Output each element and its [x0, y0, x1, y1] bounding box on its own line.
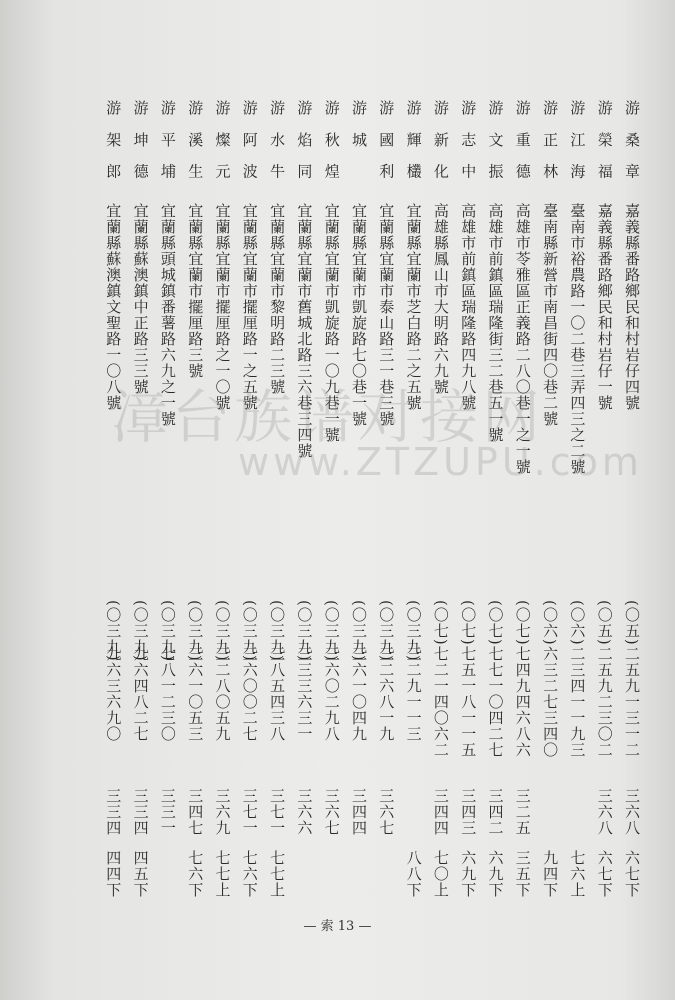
entry-phone: 三六〇二九八: [322, 646, 341, 742]
entry-address: 宜蘭縣宜蘭市擺厘路三號: [186, 203, 205, 379]
entry-address: 臺南縣新營市南昌街四〇巷二號: [541, 203, 560, 427]
entry-phone: 二五九一三一二: [623, 646, 641, 758]
entry-page-ref: 三五下: [513, 850, 532, 898]
entry-ref-number: 三六七: [377, 788, 396, 836]
entry-area-code: (〇三九): [240, 600, 259, 662]
entry-area-code: (〇三九): [350, 600, 368, 662]
entry-ref-number: 三六八: [595, 788, 614, 836]
entry-name: 游 桑 章: [623, 100, 641, 185]
entry-ref-number: 三七一: [268, 788, 287, 836]
entry-phone: 三二八〇五九: [213, 646, 232, 742]
entry-name: 游 榮 福: [595, 100, 614, 185]
entry-address: 嘉義縣番路鄉民和村岩仔一號: [595, 203, 614, 411]
entry-area-code: (〇五): [623, 600, 641, 646]
entry-name: 游 燦 元: [213, 100, 232, 185]
entry-ref-number: 三六九: [213, 788, 232, 836]
entry-page-ref: 七六上: [568, 850, 587, 898]
entry-address: 宜蘭縣宜蘭市芝白路二之五號: [404, 203, 423, 411]
entry-phone: 七七一〇四二七: [486, 646, 505, 758]
entry-page-ref: 四五下: [131, 850, 150, 898]
entry-area-code: (〇三九): [268, 600, 287, 662]
entry-name: 游 平 埔: [158, 100, 177, 185]
entry-address: 宜蘭縣蘇澳鎮中正路三三號: [131, 203, 150, 395]
entry-ref-number: 三四四: [431, 788, 450, 836]
entry-name: 游 焰 同: [295, 100, 314, 185]
entry-page-ref: 六九下: [459, 850, 478, 898]
entry-address: 高雄市前鎮區瑞隆街三二巷五一號: [486, 203, 505, 443]
entry-area-code: (〇三九): [404, 600, 423, 662]
entry-area-code: (〇三九): [377, 600, 396, 662]
entry-ref-number: 三四四: [350, 788, 368, 836]
entry-name: 游 重 德: [513, 100, 532, 185]
entry-phone: 三六一〇四九: [350, 646, 368, 742]
entry-area-code: (〇三九): [295, 600, 314, 662]
entry-phone: 七八一二三〇: [158, 646, 177, 742]
entry-area-code: (〇三九): [186, 600, 205, 662]
entry-phone: 三三三六三一: [295, 646, 314, 742]
entry-phone: 三八五四三八: [268, 646, 287, 742]
entry-area-code: (〇六): [541, 600, 560, 646]
entry-phone: 三六〇〇二七: [240, 646, 259, 742]
entry-ref-number: 三七一: [240, 788, 259, 836]
entry-page-ref: 六九下: [486, 850, 505, 898]
watermark-url: www.ZTZUPU.com: [238, 440, 643, 484]
entry-ref-number: 三三一: [158, 788, 177, 836]
entry-address: 臺南市裕農路一〇二巷三弄四三之二號: [568, 203, 587, 475]
entry-ref-number: 三四三: [459, 788, 478, 836]
entry-ref-number: 三六七: [322, 788, 341, 836]
entry-address: 宜蘭縣蘇澳鎮文聖路一〇八號: [104, 203, 123, 411]
entry-area-code: (〇三九): [131, 600, 150, 662]
watermark-text: 漳台族谱对接网: [110, 383, 545, 451]
entry-name: 游 架 郎: [104, 100, 123, 185]
entry-ref-number: 三四二: [486, 788, 505, 836]
entry-phone: 七五一八一一五: [459, 646, 478, 758]
entry-area-code: (〇七): [431, 600, 450, 646]
entry-name: 游 城: [350, 100, 368, 153]
entry-area-code: (〇六): [568, 600, 587, 646]
entry-ref-number: 三二五: [513, 788, 532, 836]
entry-address: 高雄市苓雅區正義路二八〇巷一之一號: [513, 203, 532, 475]
entry-address: 宜蘭縣頭城鎮番薯路六九之一號: [158, 203, 177, 427]
entry-address: 高雄縣鳳山市大明路六九號: [431, 203, 450, 395]
entry-area-code: (〇三九): [213, 600, 232, 662]
entry-name: 游 國 利: [377, 100, 396, 185]
entry-phone: 七二一四〇六二: [431, 646, 450, 758]
entry-phone: 二五九二三〇二: [595, 646, 614, 758]
entry-address: 宜蘭縣宜蘭市泰山路三一巷三號: [377, 203, 396, 427]
entry-address: 宜蘭縣宜蘭市擺厘路一之五號: [240, 203, 259, 411]
entry-address: 高雄市前鎮區瑞隆路四九八號: [459, 203, 478, 411]
entry-name: 游 阿 波: [240, 100, 259, 185]
entry-name: 游 新 化: [431, 100, 450, 185]
entry-page-ref: 六七下: [623, 850, 641, 898]
entry-name: 游 溪 生: [186, 100, 205, 185]
entry-phone: 九六四八二七: [131, 646, 150, 742]
page-number: — 索 13 —: [303, 919, 372, 934]
entry-area-code: (〇五): [595, 600, 614, 646]
entry-page-ref: 七六下: [186, 850, 205, 898]
entry-area-code: (〇三九): [104, 600, 123, 662]
entry-phone: 二三四一一九三: [568, 646, 587, 758]
entry-page-ref: 七七上: [213, 850, 232, 898]
entry-phone: 三六一〇五三: [186, 646, 205, 742]
entry-phone: 九六三六九〇: [104, 646, 123, 742]
entry-page-ref: 八八下: [404, 850, 423, 898]
entry-page-ref: 四四下: [104, 850, 123, 898]
entry-phone: 三二九一一三: [404, 646, 423, 742]
entry-page-ref: 九四下: [541, 850, 560, 898]
entry-name: 游 文 振: [486, 100, 505, 185]
entry-ref-number: 三六八: [623, 788, 641, 836]
entry-area-code: (〇七): [513, 600, 532, 646]
entry-address: 嘉義縣番路鄉民和村岩仔四號: [623, 203, 641, 411]
entry-address: 宜蘭縣宜蘭市擺厘路之一〇號: [213, 203, 232, 411]
entry-area-code: (〇七): [459, 600, 478, 646]
entry-area-code: (〇三九): [322, 600, 341, 662]
entry-name: 游 秋 煌: [322, 100, 341, 185]
entry-name: 游 志 中: [459, 100, 478, 185]
entry-address: 宜蘭縣宜蘭市凱旋路七〇巷一號: [350, 203, 368, 427]
entry-address: 宜蘭縣宜蘭市舊城北路三六巷三四號: [295, 203, 314, 459]
entry-ref-number: 三四七: [186, 788, 205, 836]
entry-name: 游 水 牛: [268, 100, 287, 185]
entry-ref-number: 三三四: [131, 788, 150, 836]
entry-page-ref: 七六下: [240, 850, 259, 898]
entry-name: 游 坤 德: [131, 100, 150, 185]
entry-phone: 七四九四六八六: [513, 646, 532, 758]
entry-page-ref: 七〇上: [431, 850, 450, 898]
entry-ref-number: 三六六: [295, 788, 314, 836]
entry-page-ref: 六七下: [595, 850, 614, 898]
entry-address: 宜蘭縣宜蘭市黎明路二三號: [268, 203, 287, 395]
entry-ref-number: 三三四: [104, 788, 123, 836]
entry-name: 游 正 林: [541, 100, 560, 185]
entry-address: 宜蘭縣宜蘭市凱旋路一〇九巷一號: [322, 203, 341, 443]
entry-phone: 三二六八一九: [377, 646, 396, 742]
entry-area-code: (〇七): [486, 600, 505, 646]
entry-name: 游 輝 欉: [404, 100, 423, 185]
entry-phone: 六三二七三四〇: [541, 646, 560, 758]
entry-page-ref: 七七上: [268, 850, 287, 898]
entry-name: 游 江 海: [568, 100, 587, 185]
entry-area-code: (〇三九): [158, 600, 177, 662]
